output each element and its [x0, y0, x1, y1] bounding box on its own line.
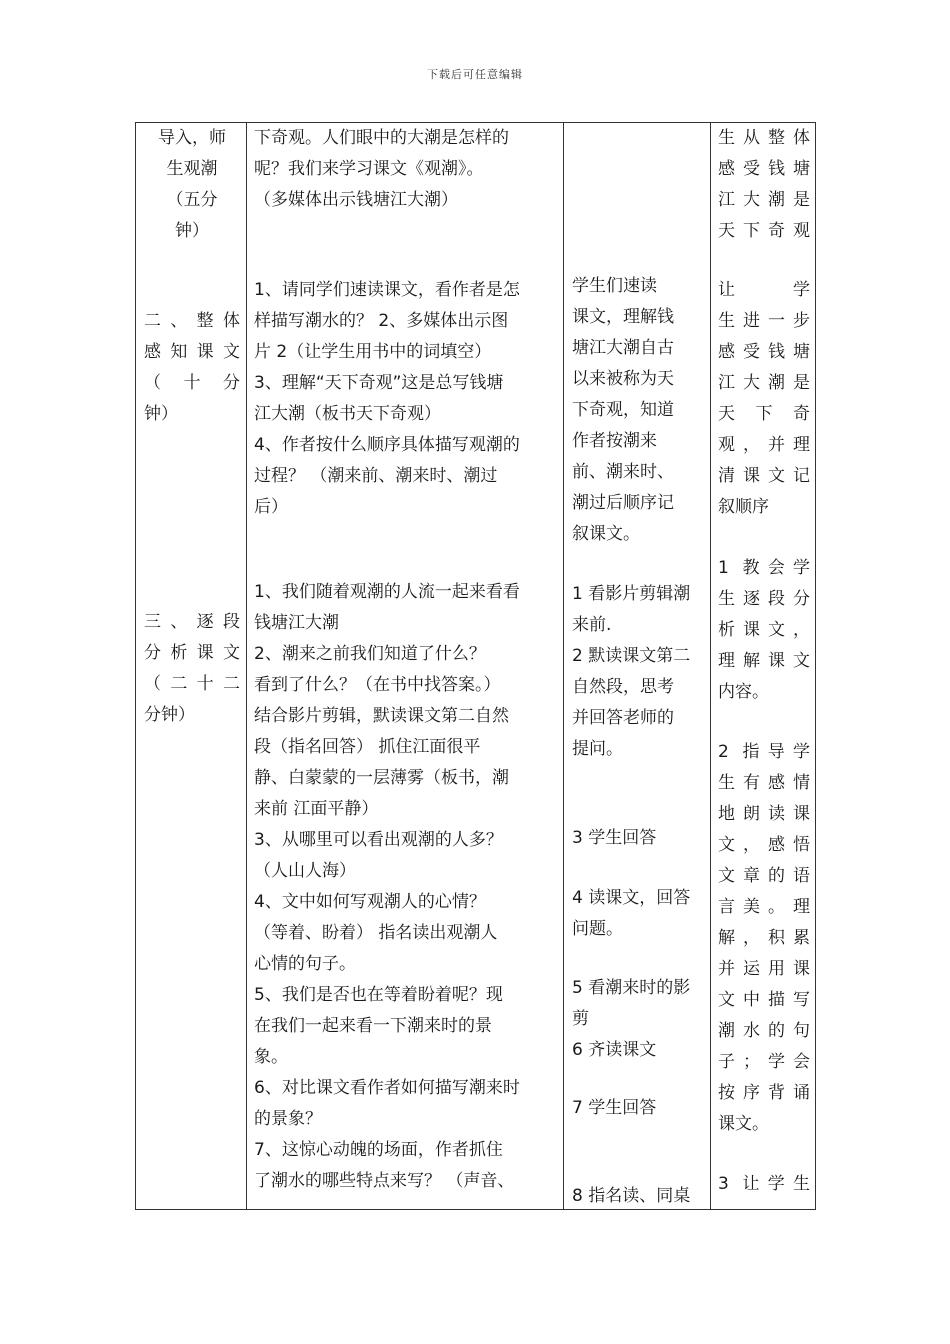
stage-2-student-activity: 学生们速读 课文，理解钱 塘江大潮自古 以来被称为天 下奇观，知道 作者按潮来 前、潮来时、 潮过后顺序记 叙课文。	[572, 276, 674, 544]
stage-3-name: 三、逐段 分析课文 （二十二 分钟）	[144, 612, 240, 725]
column-divider	[710, 123, 711, 1209]
stage-3-student-activity-8: 8 指名读、同桌	[572, 1186, 691, 1206]
stage-2-name: 二、整体 感知课文 （ 十 分 钟）	[144, 311, 240, 424]
stage-3-student-activity-3: 3 学生回答	[572, 828, 657, 848]
page-header: 下载后可任意编辑	[427, 68, 523, 81]
stage-1-design-intent: 生从整体 感受钱塘 江大潮是 天下奇观	[718, 128, 810, 241]
stage-3-design-intent-1: 1 教会学 生逐段分 析课文， 理解课文 内容。	[718, 558, 810, 702]
lesson-plan-table	[135, 122, 816, 1210]
stage-1-teacher-activity: 下奇观。人们眼中的大潮是怎样的 呢？我们来学习课文《观潮》。 （多媒体出示钱塘江大潮）	[254, 128, 509, 210]
stage-2-teacher-activity: 1、请同学们速读课文，看作者是怎 样描写潮水的？ 2、多媒体出示图 片 2（让学生用书中的词填空） 3、理解“天下奇观”这是总写钱塘 江大潮（板书天下奇观） 4、作者按什么顺序具体描写观潮的 过程？ （潮来前、潮来时、潮过 后）	[254, 280, 520, 517]
stage-3-teacher-activity: 1、我们随着观潮的人流一起来看看 钱塘江大潮 2、潮来之前我们知道了什么？ 看到了什么？（在书中找答案。） 结合影片剪辑，默读课文第二自然 段（指名回答） 抓住江面很平 静、白蒙蒙的一层薄雾（板书，潮 来前 江面平静） 3、从哪里可以看出观潮的人多？ （人山人海） 4、文中如何写观潮人的心情？ （等着、盼着） 指名读出观潮人 心情的句子。 5、我们是否也在等着盼着呢？现 在我们一起来看一下潮来时的景 象。 6、对比课文看作者如何描写潮来时 的景象？ 7、这惊心动魄的场面，作者抓住 了潮水的哪些特点来写？ （声音、	[254, 582, 520, 1191]
column-divider	[563, 123, 564, 1209]
stage-1-name: 导入，师 生观潮 （五分 钟）	[158, 128, 226, 241]
stage-3-design-intent-3: 3 让学生	[718, 1174, 810, 1194]
stage-3-student-activity-4: 4 读课文，回答 问题。	[572, 888, 691, 939]
stage-3-design-intent-2: 2 指导学 生有感情 地朗读课 文，感悟 文章的语 言美。理 解，积累 并运用课 文中描写 潮水的句 子；学会 按序背诵 课文。	[718, 742, 810, 1134]
stage-2-design-intent: 让 学 生进一步 感受钱塘 江大潮是 天 下 奇 观，并理 清课文记 叙顺序	[718, 280, 810, 517]
column-divider	[246, 123, 247, 1209]
stage-3-student-activity-5-6: 5 看潮来时的影 剪 6 齐读课文	[572, 978, 691, 1060]
stage-3-student-activity-1-2: 1 看影片剪辑潮 来前. 2 默读课文第二 自然段，思考 并回答老师的 提问。	[572, 584, 691, 759]
stage-3-student-activity-7: 7 学生回答	[572, 1098, 657, 1118]
